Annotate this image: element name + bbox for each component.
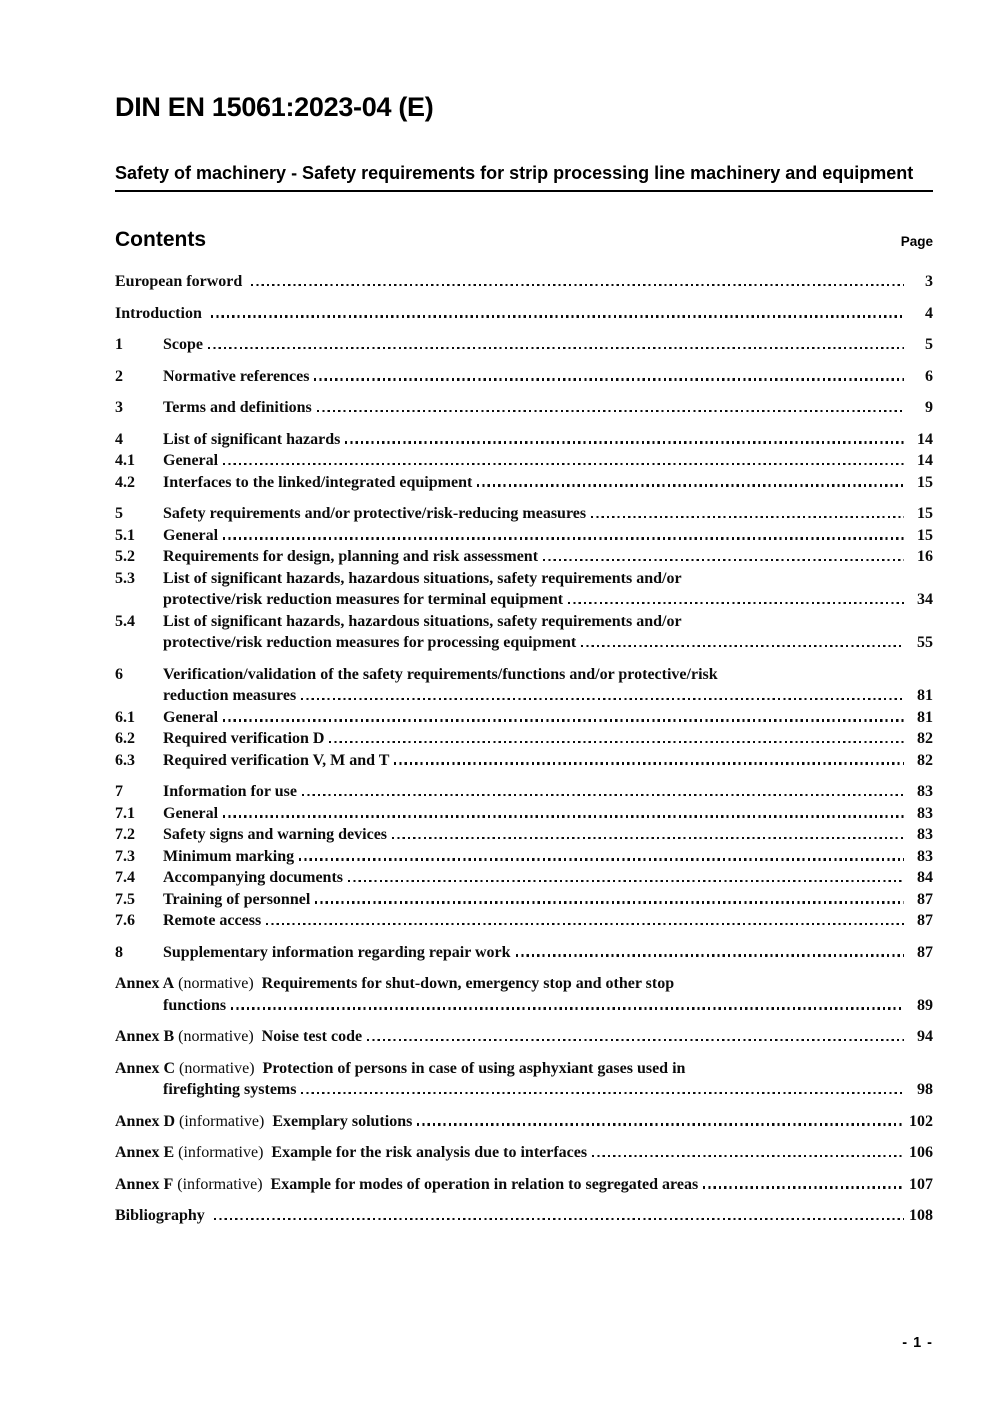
toc-entry-title: General bbox=[163, 526, 219, 544]
dot-leader bbox=[223, 537, 904, 539]
toc-entry-number: 6.1 bbox=[115, 708, 135, 726]
toc-entry[interactable] bbox=[115, 503, 933, 525]
dot-leader bbox=[223, 719, 904, 721]
toc-entry-title: Safety signs and warning devices bbox=[163, 826, 388, 843]
toc-entry-page: 83 bbox=[917, 847, 933, 865]
toc-entry-number: 5.3 bbox=[115, 569, 135, 587]
toc-entry-number: 5.1 bbox=[115, 526, 135, 544]
toc-entry[interactable] bbox=[115, 568, 933, 611]
toc-entry[interactable] bbox=[115, 942, 933, 964]
toc-entry-label: Introduction bbox=[115, 304, 202, 322]
toc-entry-title: General bbox=[163, 708, 219, 726]
dot-leader bbox=[367, 1039, 904, 1041]
toc-entry-label: Annex B bbox=[115, 1028, 175, 1045]
toc-entry[interactable] bbox=[115, 303, 933, 325]
toc-entry[interactable] bbox=[115, 1111, 933, 1133]
toc-entry-title: Required verification D bbox=[163, 730, 325, 747]
toc-entry-page: 83 bbox=[917, 826, 933, 843]
toc-entry[interactable] bbox=[115, 611, 933, 654]
toc-entry-page: 15 bbox=[917, 473, 933, 491]
toc-entry-number: 7.3 bbox=[115, 847, 135, 865]
toc-entry[interactable] bbox=[115, 846, 933, 868]
toc-entry-title: Example for modes of operation in relation to segregated areas bbox=[270, 1175, 699, 1193]
toc-entry-page: 15 bbox=[917, 505, 933, 522]
dot-leader bbox=[417, 1123, 904, 1125]
dot-leader bbox=[301, 698, 904, 700]
document-title: DIN EN 15061:2023-04 (E) bbox=[115, 92, 434, 122]
toc-entry-title: Normative references bbox=[163, 367, 310, 385]
toc-entry-title: Noise test code bbox=[261, 1028, 363, 1045]
subtitle-block bbox=[115, 162, 933, 192]
contents-header-row bbox=[115, 228, 933, 252]
toc-entry-page: 14 bbox=[917, 430, 933, 448]
toc-entry-page: 9 bbox=[925, 399, 933, 416]
toc-entry[interactable] bbox=[115, 781, 933, 803]
toc-entry-page: 82 bbox=[917, 730, 933, 747]
toc-entry[interactable] bbox=[115, 824, 933, 846]
dot-leader bbox=[703, 1186, 904, 1188]
dot-leader bbox=[348, 880, 904, 882]
toc-entry-number: 6.3 bbox=[115, 751, 135, 769]
toc-entry[interactable] bbox=[115, 1058, 933, 1101]
toc-entry-kind: (informative) bbox=[177, 1175, 263, 1193]
toc-entry-page: 55 bbox=[917, 634, 933, 651]
toc-entry-title: Scope bbox=[163, 336, 203, 353]
toc-entry-page: 15 bbox=[917, 526, 933, 544]
toc-entry-number: 4 bbox=[115, 430, 123, 448]
toc-entry-title: Verification/validation of the safety requirements/functions and/or protective/risk bbox=[163, 665, 718, 683]
dot-leader bbox=[592, 1155, 904, 1157]
toc-entry-title: Training of personnel bbox=[163, 890, 311, 908]
toc-entry-title: Interfaces to the linked/integrated equipment bbox=[163, 473, 473, 491]
toc-entry-page: 83 bbox=[917, 783, 933, 800]
toc-entry-title: Example for the risk analysis due to interfaces bbox=[271, 1144, 588, 1161]
toc-entry-number: 4.1 bbox=[115, 452, 135, 469]
dot-leader bbox=[208, 347, 904, 349]
toc-entry-page: 16 bbox=[917, 548, 933, 565]
page-column-label: Page bbox=[900, 234, 933, 249]
dot-leader bbox=[394, 762, 904, 764]
dot-leader bbox=[591, 516, 904, 518]
toc-entry-page: 84 bbox=[917, 869, 933, 886]
dot-leader bbox=[581, 645, 904, 647]
toc-entry-title-continued: protective/risk reduction measures for processing equipment bbox=[163, 634, 577, 651]
dot-leader bbox=[266, 923, 904, 925]
toc-entry-number: 2 bbox=[115, 367, 123, 385]
toc-entry-kind: (informative) bbox=[179, 1112, 265, 1130]
toc-entry[interactable] bbox=[115, 1142, 933, 1164]
toc-entry-title: Safety requirements and/or protective/risk-reducing measures bbox=[163, 505, 587, 522]
toc-entry[interactable] bbox=[115, 1174, 933, 1196]
toc-entry-label: Annex F bbox=[115, 1175, 174, 1193]
toc-entry-page: 34 bbox=[917, 591, 933, 608]
dot-leader bbox=[223, 463, 904, 465]
toc-entry-page: 81 bbox=[917, 708, 933, 726]
dot-leader bbox=[329, 741, 904, 743]
toc-entry-page: 94 bbox=[917, 1028, 933, 1045]
dot-leader bbox=[299, 858, 904, 860]
toc-entry[interactable] bbox=[115, 271, 933, 293]
toc-entry-title: General bbox=[163, 452, 219, 469]
toc-entry-title: Requirements for shut-down, emergency stop and other stop bbox=[261, 975, 675, 992]
toc-entry[interactable] bbox=[115, 1026, 933, 1048]
toc-entry[interactable] bbox=[115, 664, 933, 707]
toc-entry-title: Minimum marking bbox=[163, 847, 295, 865]
toc-entry-number: 7.4 bbox=[115, 869, 135, 886]
toc-entry[interactable] bbox=[115, 803, 933, 825]
toc-entry-title: Remote access bbox=[163, 912, 262, 929]
toc-entry-page: 82 bbox=[917, 751, 933, 769]
toc-entry-number: 8 bbox=[115, 943, 123, 961]
toc-entry-number: 1 bbox=[115, 336, 123, 353]
toc-entry-number: 3 bbox=[115, 399, 123, 416]
toc-entry-page: 102 bbox=[909, 1112, 933, 1130]
toc-entry-title-continued: firefighting systems bbox=[163, 1081, 297, 1098]
toc-entry-number: 5.2 bbox=[115, 548, 135, 565]
toc-entry-number: 6 bbox=[115, 665, 123, 683]
toc-entry-title: List of significant hazards bbox=[163, 430, 341, 448]
toc-entry-page: 108 bbox=[909, 1207, 933, 1224]
toc-entry-kind: (informative) bbox=[178, 1144, 264, 1161]
toc-entry-page: 6 bbox=[925, 367, 933, 385]
toc-entry-title-continued: protective/risk reduction measures for terminal equipment bbox=[163, 591, 564, 608]
toc-entry-number: 7.5 bbox=[115, 890, 135, 908]
toc-entry[interactable] bbox=[115, 750, 933, 772]
toc-entry[interactable] bbox=[115, 889, 933, 911]
toc-entry-label: Annex A bbox=[115, 975, 175, 992]
toc-entry-page: 81 bbox=[917, 687, 933, 704]
dot-leader bbox=[302, 794, 904, 796]
toc-entry-label: Annex E bbox=[115, 1144, 175, 1161]
toc-entry[interactable] bbox=[115, 334, 933, 356]
toc-entry-page: 106 bbox=[909, 1144, 933, 1161]
toc-entry-label: Bibliography bbox=[115, 1207, 205, 1224]
toc-entry[interactable] bbox=[115, 546, 933, 568]
table-of-contents bbox=[115, 271, 933, 1227]
toc-entry[interactable] bbox=[115, 429, 933, 451]
toc-entry-number: 7.2 bbox=[115, 826, 135, 843]
toc-entry-page: 4 bbox=[925, 304, 933, 322]
toc-entry[interactable] bbox=[115, 910, 933, 932]
toc-entry-title: Required verification V, M and T bbox=[163, 751, 390, 769]
toc-entry-number: 7.1 bbox=[115, 804, 135, 822]
dot-leader bbox=[345, 441, 904, 443]
dot-leader bbox=[317, 410, 904, 412]
toc-entry-title: Requirements for design, planning and risk assessment bbox=[163, 548, 539, 565]
toc-entry[interactable] bbox=[115, 728, 933, 750]
toc-entry-title: List of significant hazards, hazardous situations, safety requirements and/or bbox=[163, 612, 682, 630]
dot-leader bbox=[477, 484, 904, 486]
toc-entry-page: 83 bbox=[917, 804, 933, 822]
toc-entry[interactable] bbox=[115, 366, 933, 388]
toc-entry-kind: (normative) bbox=[178, 1028, 254, 1045]
dot-leader bbox=[214, 1218, 904, 1220]
document-subtitle: Safety of machinery - Safety requirements for strip processing line machinery and equipment bbox=[115, 163, 914, 183]
toc-entry-number: 7 bbox=[115, 783, 123, 800]
toc-entry-title: Supplementary information regarding repair work bbox=[163, 943, 511, 961]
toc-entry-page: 89 bbox=[917, 996, 933, 1014]
toc-entry-title: Protection of persons in case of using asphyxiant gases used in bbox=[262, 1059, 686, 1077]
dot-leader bbox=[251, 284, 904, 286]
toc-entry-label: Annex D bbox=[115, 1112, 176, 1130]
toc-entry-page: 107 bbox=[909, 1175, 933, 1193]
toc-entry-title: General bbox=[163, 804, 219, 822]
dot-leader bbox=[301, 1092, 904, 1094]
toc-entry-kind: (normative) bbox=[179, 1059, 255, 1077]
contents-heading: Contents bbox=[115, 228, 206, 251]
toc-entry-title: Exemplary solutions bbox=[272, 1112, 413, 1130]
page-number-footer: - 1 - bbox=[902, 1335, 933, 1351]
toc-entry-kind: (normative) bbox=[178, 975, 254, 992]
toc-entry-page: 87 bbox=[917, 890, 933, 908]
toc-entry-page: 98 bbox=[917, 1081, 933, 1098]
toc-entry[interactable] bbox=[115, 472, 933, 494]
toc-entry-number: 6.2 bbox=[115, 730, 135, 747]
dot-leader bbox=[392, 837, 904, 839]
toc-entry-number: 4.2 bbox=[115, 473, 135, 491]
toc-entry-title-continued: functions bbox=[163, 996, 227, 1014]
dot-leader bbox=[223, 815, 904, 817]
toc-entry[interactable] bbox=[115, 1205, 933, 1227]
dot-leader bbox=[231, 1007, 904, 1009]
toc-entry[interactable] bbox=[115, 707, 933, 729]
toc-entry-page: 5 bbox=[925, 336, 933, 353]
toc-entry[interactable] bbox=[115, 973, 933, 1016]
toc-entry-title: List of significant hazards, hazardous situations, safety requirements and/or bbox=[163, 569, 682, 587]
toc-entry[interactable] bbox=[115, 450, 933, 472]
toc-entry-number: 5.4 bbox=[115, 612, 135, 630]
dot-leader bbox=[568, 602, 904, 604]
toc-entry-label: Annex C bbox=[115, 1059, 176, 1077]
dot-leader bbox=[314, 378, 904, 380]
toc-entry-page: 3 bbox=[925, 273, 933, 290]
toc-entry[interactable] bbox=[115, 867, 933, 889]
toc-entry[interactable] bbox=[115, 397, 933, 419]
dot-leader bbox=[211, 315, 904, 317]
dot-leader bbox=[543, 559, 904, 561]
toc-entry[interactable] bbox=[115, 525, 933, 547]
dot-leader bbox=[516, 954, 904, 956]
toc-entry-number: 7.6 bbox=[115, 912, 135, 929]
toc-entry-title-continued: reduction measures bbox=[163, 687, 297, 704]
toc-entry-page: 87 bbox=[917, 943, 933, 961]
toc-entry-label: European forword bbox=[115, 273, 243, 290]
toc-entry-title: Terms and definitions bbox=[163, 399, 312, 416]
toc-entry-title: Information for use bbox=[163, 783, 297, 800]
toc-entry-page: 14 bbox=[917, 452, 933, 469]
toc-entry-page: 87 bbox=[917, 912, 933, 929]
dot-leader bbox=[315, 901, 904, 903]
toc-entry-number: 5 bbox=[115, 505, 123, 522]
toc-entry-title: Accompanying documents bbox=[163, 869, 344, 886]
